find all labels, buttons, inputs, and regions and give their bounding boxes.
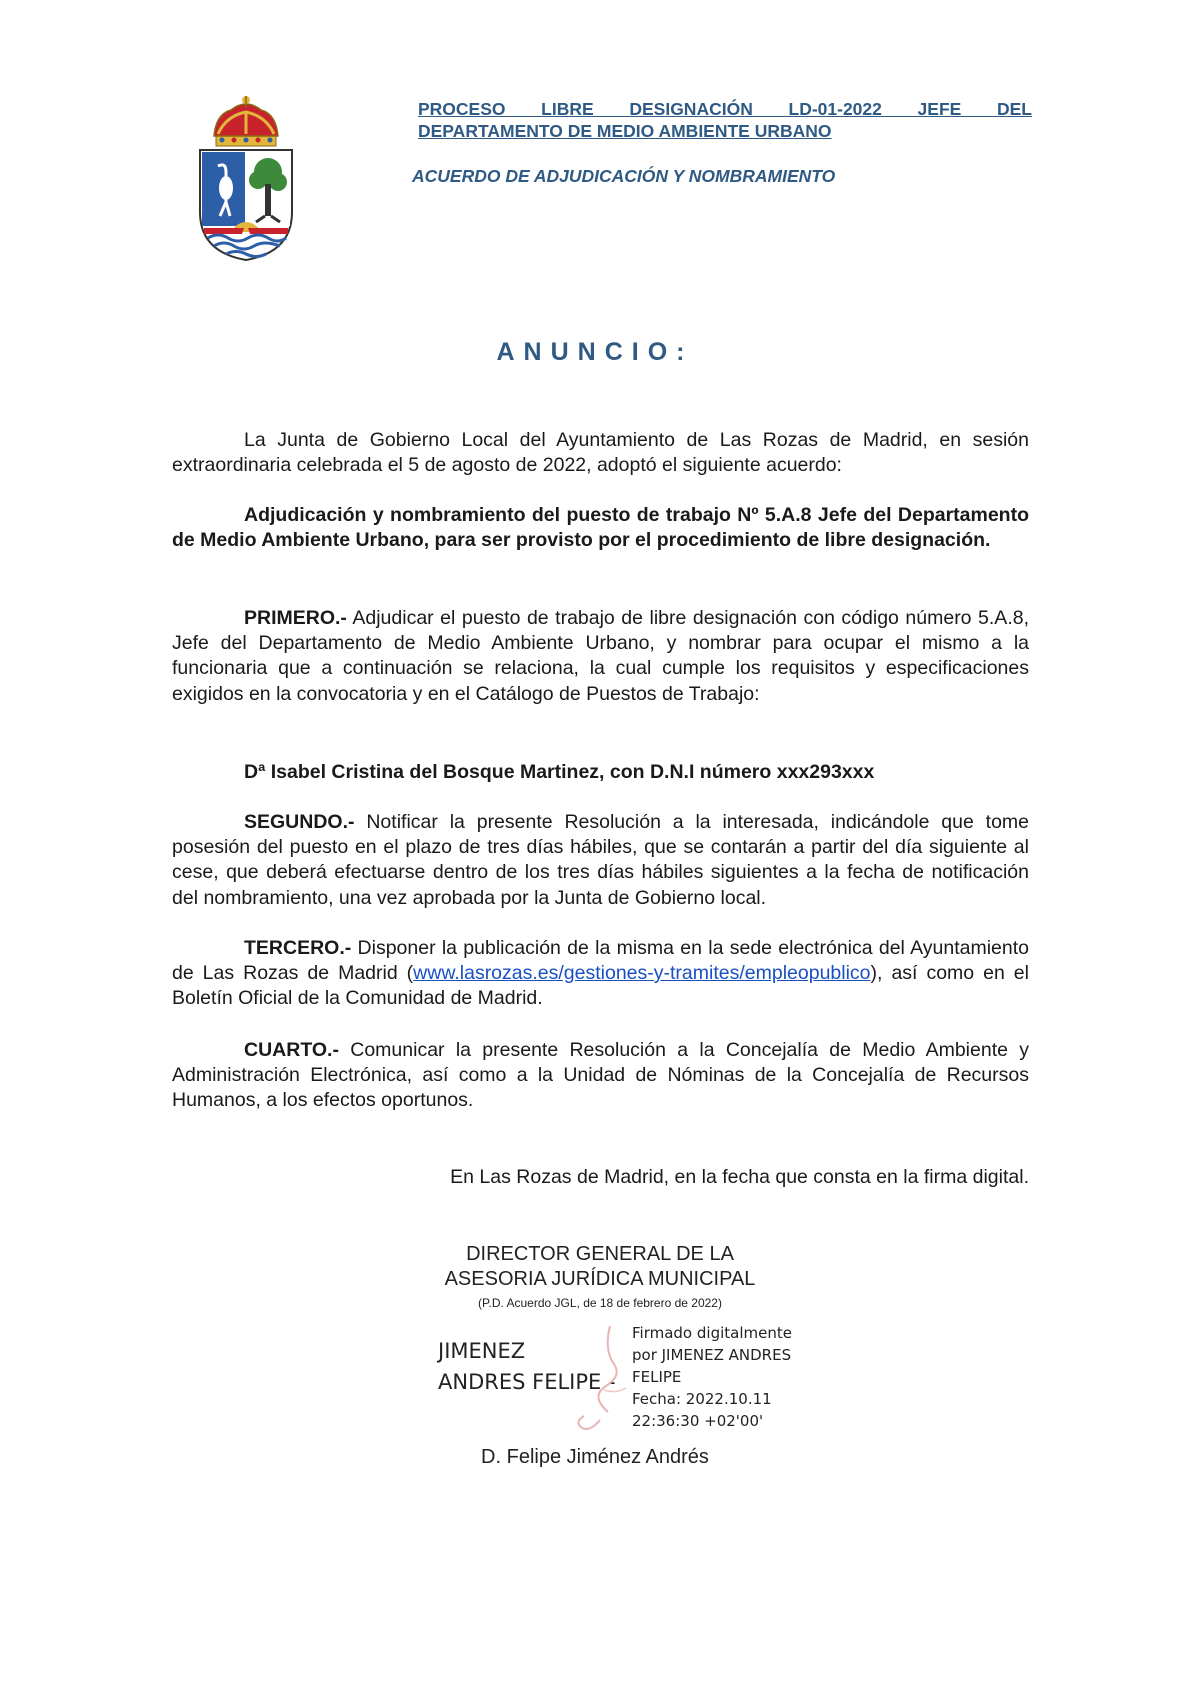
header-title-line1: PROCESO LIBRE DESIGNACIÓN LD-01-2022 JEFE DEL bbox=[418, 99, 1032, 119]
agreement-heading: Adjudicación y nombramiento del puesto de trabajo Nº 5.A.8 Jefe del Departamento de Medio Ambiente Urbano, para ser provisto por el procedimiento de libre designación. bbox=[172, 504, 1029, 552]
digital-line-3: FELIPE bbox=[632, 1368, 682, 1386]
intro-paragraph: La Junta de Gobierno Local del Ayuntamiento de Las Rozas de Madrid, en sesión extraordinaria celebrada el 5 de agosto de 2022, adoptó el siguiente acuerdo: bbox=[172, 429, 1029, 477]
employment-link[interactable]: www.lasrozas.es/gestiones-y-tramites/empleopublico bbox=[413, 962, 871, 985]
closing-line: En Las Rozas de Madrid, en la fecha que consta en la firma digital. bbox=[450, 1166, 1029, 1188]
signer-role-line2: ASESORIA JURÍDICA MUNICIPAL bbox=[444, 1268, 756, 1290]
cuarto-label: CUARTO.- bbox=[244, 1039, 339, 1061]
tercero-text-after: ), así como en el Boletín Oficial de la Comunidad de Madrid. bbox=[172, 962, 1029, 1010]
coat-of-arms-icon bbox=[196, 92, 296, 262]
signer-role bbox=[404, 1242, 796, 1292]
signer-role-line1: DIRECTOR GENERAL DE LA bbox=[466, 1243, 734, 1265]
cuarto-text: Comunicar la presente Resolución a la Concejalía de Medio Ambiente y Administración Electrónica, así como a la Unidad de Nóminas de la Concejalía de Recursos Humanos, a los efectos oportunos. bbox=[172, 1039, 1029, 1112]
header-title-line2: DEPARTAMENTO DE MEDIO AMBIENTE URBANO bbox=[418, 121, 832, 141]
digital-line-5: 22:36:30 +02'00' bbox=[632, 1412, 764, 1430]
digital-line-2: por JIMENEZ ANDRES bbox=[632, 1346, 792, 1364]
signature-name-line2: ANDRES FELIPE - bbox=[438, 1370, 616, 1394]
delegation-note: (P.D. Acuerdo JGL, de 18 de febrero de 2022) bbox=[478, 1296, 722, 1310]
segundo-paragraph bbox=[172, 810, 1029, 911]
cuarto-paragraph bbox=[172, 1038, 1029, 1114]
tercero-text-before: Disponer la publicación de la misma en la sede electrónica del Ayuntamiento de Las Rozas de Madrid ( bbox=[172, 937, 1029, 985]
tercero-paragraph bbox=[172, 936, 1029, 1012]
digital-line-4: Fecha: 2022.10.11 bbox=[632, 1390, 772, 1408]
header-subtitle: ACUERDO DE ADJUDICACIÓN Y NOMBRAMIENTO bbox=[412, 166, 836, 186]
primero-paragraph bbox=[172, 606, 1029, 707]
segundo-text: Notificar la presente Resolución a la interesada, indicándole que tome posesión del puesto en el plazo de tres días hábiles, que se contarán a partir del día siguiente al cese, que deberá efectuarse dentro de los tres días hábiles siguientes a la fecha de notificación del nombramiento, una vez aprobada por la Junta de Gobierno local. bbox=[172, 811, 1029, 909]
appointee-line: Dª Isabel Cristina del Bosque Martinez, con D.N.I número xxx293xxx bbox=[244, 761, 875, 783]
signature-mark-icon bbox=[560, 1320, 630, 1440]
signature-name-line1: JIMENEZ bbox=[438, 1339, 526, 1363]
document-title: ANUNCIO: bbox=[496, 338, 694, 366]
primero-text: Adjudicar el puesto de trabajo de libre designación con código número 5.A.8, Jefe del Departamento de Medio Ambiente Urbano, y nombrar para ocupar el mismo a la funcionaria que a continuación se relaciona, la cual cumple los requisitos y especificaciones exigidos en la convocatoria y en el Catálogo de Puestos de Trabajo: bbox=[172, 607, 1029, 705]
signer-name: D. Felipe Jiménez Andrés bbox=[481, 1446, 709, 1468]
header-title bbox=[418, 98, 1032, 142]
digital-line-1: Firmado digitalmente bbox=[632, 1324, 792, 1342]
primero-label: PRIMERO.- bbox=[244, 607, 347, 629]
tercero-label: TERCERO.- bbox=[244, 937, 352, 959]
digital-signature-details bbox=[632, 1322, 792, 1432]
segundo-label: SEGUNDO.- bbox=[244, 811, 355, 833]
